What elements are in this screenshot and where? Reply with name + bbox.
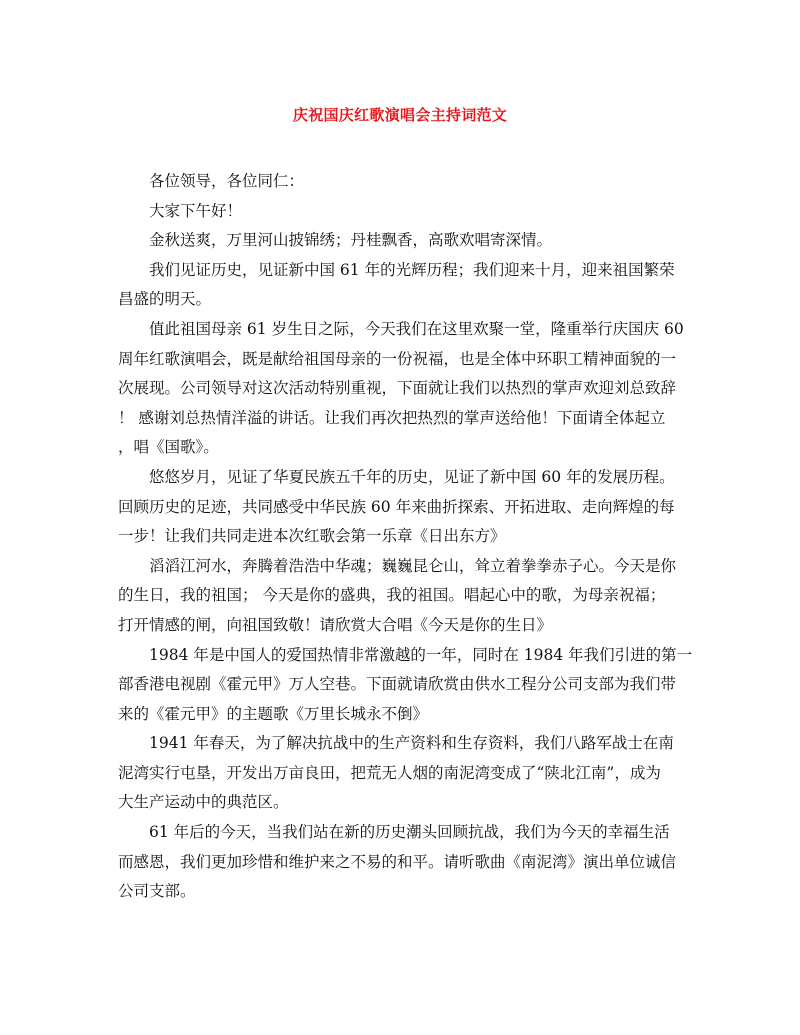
text-line: 来的《霍元甲》的主题歌《万里长城永不倒》 xyxy=(118,704,429,723)
text-line: 打开情感的闸，向祖国致敬！请欣赏大合唱《今天是你的生日》 xyxy=(118,615,553,634)
text-line: 回顾历史的足迹，共同感受中华民族 60 年来曲折探索、开拓进取、走向辉煌的每 xyxy=(118,497,675,516)
text-line: 泥湾实行屯垦，开发出万亩良田，把荒无人烟的南泥湾变成了“陕北江南”，成为 xyxy=(118,763,661,782)
text-line: 一步！让我们共同走进本次红歌会第一乐章《日出东方》 xyxy=(118,527,506,546)
text-line: 的生日，我的祖国； 今天是你的盛典，我的祖国。唱起心中的歌，为母亲祝福； xyxy=(118,586,666,605)
text-line: 金秋送爽，万里河山披锦绣；丹桂飘香，高歌欢唱寄深情。 xyxy=(149,231,553,250)
text-line: ，唱《国歌》。 xyxy=(118,438,219,457)
text-line: 大生产运动中的典范区。 xyxy=(118,793,289,812)
paragraph xyxy=(118,818,686,907)
text-line: ！ 感谢刘总热情洋溢的讲话。让我们再次把热烈的掌声送给他！下面请全体起立 xyxy=(118,408,666,427)
paragraph xyxy=(118,315,686,463)
text-line: 昌盛的明天。 xyxy=(118,290,212,309)
paragraph xyxy=(118,226,686,256)
text-line: 部香港电视剧《霍元甲》万人空巷。下面就请欣赏由供水工程分公司支部为我们带 xyxy=(118,675,677,694)
text-line: 悠悠岁月，见证了华夏民族五千年的历史，见证了新中国 60 年的发展历程。 xyxy=(149,467,675,486)
text-line: 而感恩，我们更加珍惜和维护来之不易的和平。请听歌曲《南泥湾》演出单位诚信 xyxy=(118,852,677,871)
paragraph xyxy=(118,641,693,730)
text-line: 滔滔江河水，奔腾着浩浩中华魂；巍巍昆仑山，耸立着拳拳赤子心。今天是你 xyxy=(149,556,677,575)
text-line: 周年红歌演唱会，既是献给祖国母亲的一份祝福，也是全体中环职工精神面貌的一 xyxy=(118,349,677,368)
paragraph xyxy=(118,256,686,315)
paragraph xyxy=(118,729,686,818)
paragraph xyxy=(118,463,686,552)
text-line: 值此祖国母亲 61 岁生日之际，今天我们在这里欢聚一堂，隆重举行庆国庆 60 xyxy=(149,319,684,338)
text-line: 1984 年是中国人的爱国热情非常激越的一年，同时在 1984 年我们引进的第一 xyxy=(149,645,693,664)
paragraph xyxy=(118,197,686,227)
paragraph xyxy=(118,552,686,641)
text-line: 1941 年春天，为了解决抗战中的生产资料和生存资料，我们八路军战士在南 xyxy=(149,734,674,753)
text-line: 大家下午好！ xyxy=(149,201,243,220)
text-line: 公司支部。 xyxy=(118,882,196,901)
text-line: 61 年后的今天，当我们站在新的历史潮头回顾抗战，我们为今天的幸福生活 xyxy=(149,823,670,842)
document-title: 庆祝国庆红歌演唱会主持词范文 xyxy=(292,106,508,124)
document-body xyxy=(118,167,693,907)
text-line: 各位领导，各位同仁： xyxy=(149,172,305,190)
paragraph xyxy=(118,167,686,197)
text-line: 次展现。公司领导对这次活动特别重视，下面就让我们以热烈的掌声欢迎刘总致辞 xyxy=(118,379,677,398)
text-line: 我们见证历史，见证新中国 61 年的光辉历程；我们迎来十月，迎来祖国繁荣 xyxy=(149,260,675,279)
